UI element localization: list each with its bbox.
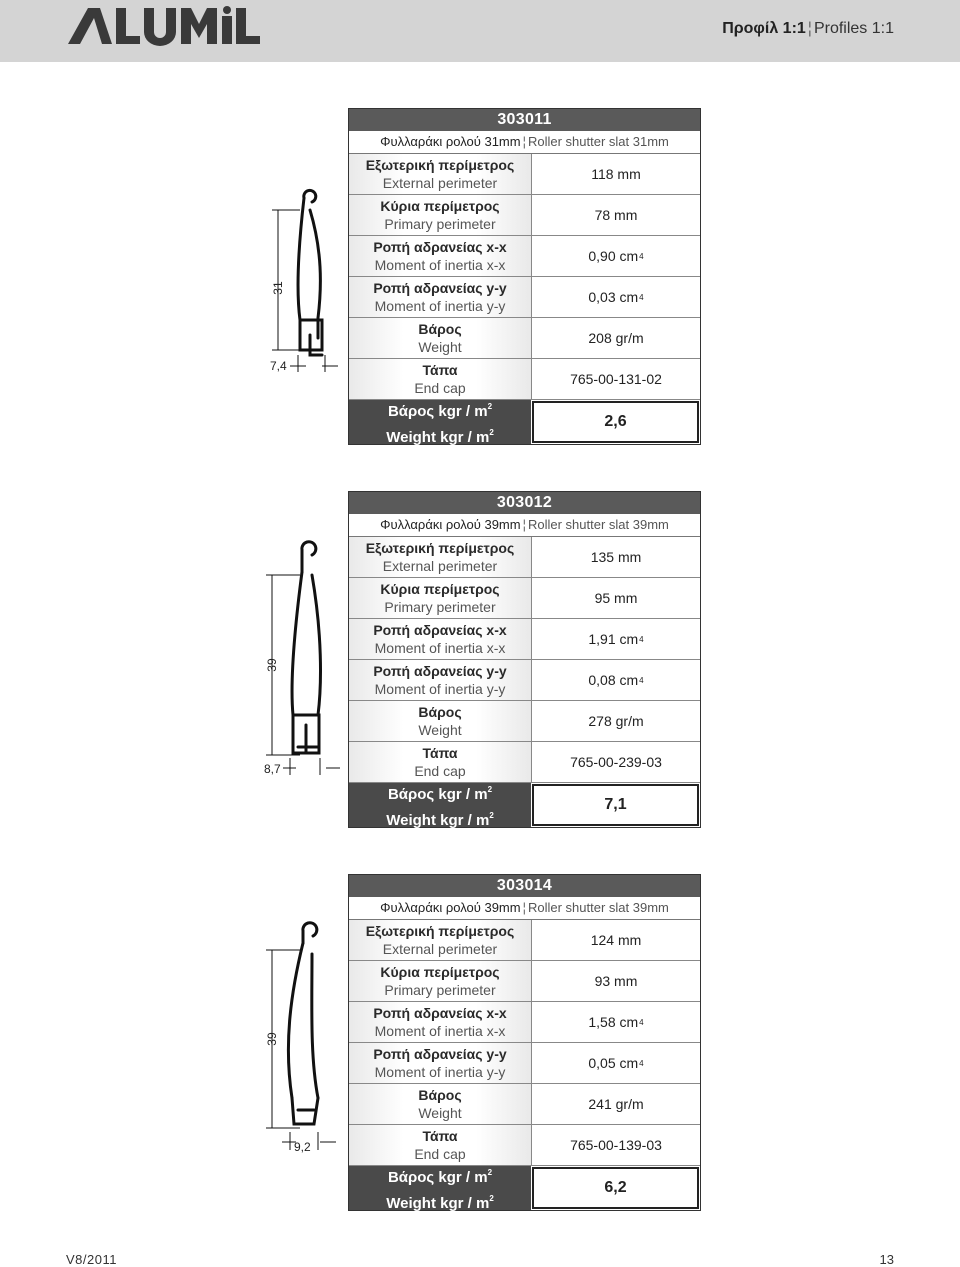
weight-kg-m2-label	[349, 1166, 531, 1210]
dim-width-label: 7,4	[270, 359, 287, 373]
value-end-cap: 765-00-239-03	[570, 754, 662, 770]
value-end-cap: 765-00-139-03	[570, 1137, 662, 1153]
power-superscript: 4	[639, 292, 644, 302]
square-superscript: 2	[487, 1168, 493, 1177]
row-weight-kg-m2	[349, 783, 700, 827]
profile-code: 303012	[349, 492, 700, 514]
spec-table-303012	[348, 491, 701, 828]
footer-version: V8/2011	[66, 1252, 117, 1267]
subtitle-english: Roller shutter slat 31mm	[527, 134, 669, 149]
square-superscript: 2	[489, 1194, 494, 1203]
dim-height-label: 39	[265, 658, 279, 672]
row-external-perimeter	[349, 537, 700, 578]
inertia-yy-text: 0,05 cm	[588, 1055, 639, 1071]
row-inertia-yy	[349, 660, 700, 701]
spec-table-303014	[348, 874, 701, 1211]
label-greek: Βάρος	[418, 704, 462, 720]
label-greek: Βάρος kgr / m	[387, 786, 488, 803]
square-superscript: 2	[489, 428, 494, 437]
value-weight: 208 gr/m	[588, 330, 644, 346]
label-greek: Βάρος	[418, 321, 462, 337]
row-weight-kg-m2	[349, 1166, 700, 1210]
row-inertia-yy	[349, 1043, 700, 1084]
dim-width-label: 8,7	[264, 762, 281, 776]
profile-block-303014	[0, 866, 960, 1216]
label-greek: Ροπή αδρανείας y-y	[373, 280, 507, 296]
inertia-yy-text: 0,08 cm	[588, 672, 639, 688]
row-primary-perimeter	[349, 578, 700, 619]
value-inertia-xx	[532, 236, 700, 276]
label-greek: Κύρια περίμετρος	[380, 581, 500, 597]
row-end-cap	[349, 359, 700, 400]
row-primary-perimeter	[349, 195, 700, 236]
value-weight-kg-m2: 2,6	[532, 401, 699, 443]
profile-subtitle: Φυλλαράκι ρολού 39mm ¦ Roller shutter slat 39mm	[349, 897, 700, 920]
profile-drawing-303012	[0, 483, 345, 823]
dim-width-label: 9,2	[294, 1140, 311, 1154]
label-english: Weight	[418, 1105, 462, 1121]
label-english: Moment of inertia y-y	[374, 681, 506, 697]
page-title	[722, 20, 894, 38]
label-english: Weight	[418, 722, 462, 738]
slat-profile-shape	[292, 542, 320, 753]
row-inertia-xx	[349, 1002, 700, 1043]
label-greek: Ροπή αδρανείας y-y	[373, 1046, 507, 1062]
profile-drawing-303014	[0, 866, 345, 1206]
power-superscript: 4	[639, 634, 644, 644]
subtitle-greek: Φυλλαράκι ρολού 39mm	[380, 900, 521, 915]
row-weight	[349, 318, 700, 359]
label-english: Moment of inertia y-y	[374, 298, 506, 314]
label-english: Weight kgr / m	[386, 812, 490, 829]
slat-profile-shape	[298, 190, 322, 355]
subtitle-greek: Φυλλαράκι ρολού 39mm	[380, 517, 521, 532]
label-english: Moment of inertia y-y	[374, 1064, 506, 1080]
label-greek: Ροπή αδρανείας y-y	[373, 663, 507, 679]
label-english: Primary perimeter	[384, 599, 496, 615]
profile-block-303011	[0, 100, 960, 450]
inertia-yy-text: 0,03 cm	[588, 289, 639, 305]
row-end-cap	[349, 1125, 700, 1166]
value-weight-kg-m2: 7,1	[532, 784, 699, 826]
label-greek: Ροπή αδρανείας x-x	[373, 239, 507, 255]
label-greek: Ροπή αδρανείας x-x	[373, 1005, 507, 1021]
label-greek: Βάρος kgr / m	[387, 403, 488, 420]
dim-height-label: 31	[271, 281, 285, 295]
label-greek: Τάπα	[422, 1128, 458, 1144]
power-superscript: 4	[639, 1058, 644, 1068]
row-weight	[349, 701, 700, 742]
profile-drawing-303011	[0, 100, 345, 440]
label-greek: Εξωτερική περίμετρος	[365, 540, 515, 556]
subtitle-greek: Φυλλαράκι ρολού 31mm	[380, 134, 521, 149]
power-superscript: 4	[639, 251, 644, 261]
subtitle-english: Roller shutter slat 39mm	[527, 900, 669, 915]
value-primary-perimeter: 93 mm	[594, 973, 638, 989]
spec-table-303011	[348, 108, 701, 445]
label-greek: Κύρια περίμετρος	[380, 198, 500, 214]
value-external-perimeter: 118 mm	[591, 166, 641, 182]
row-inertia-yy	[349, 277, 700, 318]
label-english: External perimeter	[382, 175, 498, 191]
row-end-cap	[349, 742, 700, 783]
weight-kg-m2-label	[349, 783, 531, 827]
value-weight-kg-m2: 6,2	[532, 1167, 699, 1209]
row-inertia-xx	[349, 236, 700, 277]
title-english: Profiles 1:1	[813, 20, 894, 37]
row-inertia-xx	[349, 619, 700, 660]
square-superscript: 2	[487, 402, 493, 411]
row-weight-kg-m2	[349, 400, 700, 444]
profile-subtitle: Φυλλαράκι ρολού 31mm ¦ Roller shutter slat 31mm	[349, 131, 700, 154]
label-greek: Ροπή αδρανείας x-x	[373, 622, 507, 638]
subtitle-english: Roller shutter slat 39mm	[527, 517, 669, 532]
value-inertia-yy	[532, 660, 700, 700]
row-weight	[349, 1084, 700, 1125]
profile-code: 303011	[349, 109, 700, 131]
power-superscript: 4	[639, 1017, 644, 1027]
label-english: Primary perimeter	[384, 216, 496, 232]
row-external-perimeter	[349, 154, 700, 195]
value-inertia-yy	[532, 277, 700, 317]
value-inertia-xx	[532, 619, 700, 659]
label-english: End cap	[414, 380, 466, 396]
label-english: Primary perimeter	[384, 982, 496, 998]
label-english: Moment of inertia x-x	[374, 257, 506, 273]
label-english: Weight	[418, 339, 462, 355]
square-superscript: 2	[489, 811, 494, 820]
page-header	[0, 0, 960, 62]
row-primary-perimeter	[349, 961, 700, 1002]
value-external-perimeter: 124 mm	[590, 932, 642, 948]
label-greek: Εξωτερική περίμετρος	[365, 923, 515, 939]
label-greek: Τάπα	[422, 362, 458, 378]
label-english: Weight kgr / m	[386, 1195, 490, 1212]
profile-code: 303014	[349, 875, 700, 897]
value-primary-perimeter: 95 mm	[594, 590, 638, 606]
profile-subtitle: Φυλλαράκι ρολού 39mm ¦ Roller shutter slat 39mm	[349, 514, 700, 537]
inertia-xx-text: 0,90 cm	[588, 248, 639, 264]
dim-height-label: 39	[265, 1032, 279, 1046]
row-external-perimeter	[349, 920, 700, 961]
power-superscript: 4	[639, 675, 644, 685]
label-greek: Κύρια περίμετρος	[380, 964, 500, 980]
label-english: Moment of inertia x-x	[374, 640, 506, 656]
value-inertia-xx	[532, 1002, 700, 1042]
label-english: End cap	[414, 1146, 466, 1162]
alumil-logo	[68, 6, 263, 46]
value-end-cap: 765-00-131-02	[570, 371, 662, 387]
label-english: End cap	[414, 763, 466, 779]
label-greek: Εξωτερική περίμετρος	[365, 157, 515, 173]
weight-kg-m2-label	[349, 400, 531, 444]
inertia-xx-text: 1,91 cm	[588, 631, 639, 647]
label-english: External perimeter	[382, 941, 498, 957]
profile-block-303012	[0, 483, 960, 833]
value-primary-perimeter: 78 mm	[594, 207, 638, 223]
value-weight: 278 gr/m	[588, 713, 644, 729]
label-english: Moment of inertia x-x	[374, 1023, 506, 1039]
slat-profile-shape	[288, 923, 318, 1124]
label-greek: Τάπα	[422, 745, 458, 761]
square-superscript: 2	[487, 785, 493, 794]
label-greek: Βάρος kgr / m	[387, 1169, 488, 1186]
label-english: Weight kgr / m	[386, 429, 490, 446]
inertia-xx-text: 1,58 cm	[588, 1014, 639, 1030]
value-weight: 241 gr/m	[588, 1096, 644, 1112]
value-external-perimeter: 135 mm	[590, 549, 642, 565]
value-inertia-yy	[532, 1043, 700, 1083]
label-english: External perimeter	[382, 558, 498, 574]
title-separator: ¦	[807, 20, 812, 37]
label-greek: Βάρος	[418, 1087, 462, 1103]
title-greek: Προφίλ 1:1	[722, 20, 806, 37]
footer-page-number: 13	[879, 1252, 894, 1267]
